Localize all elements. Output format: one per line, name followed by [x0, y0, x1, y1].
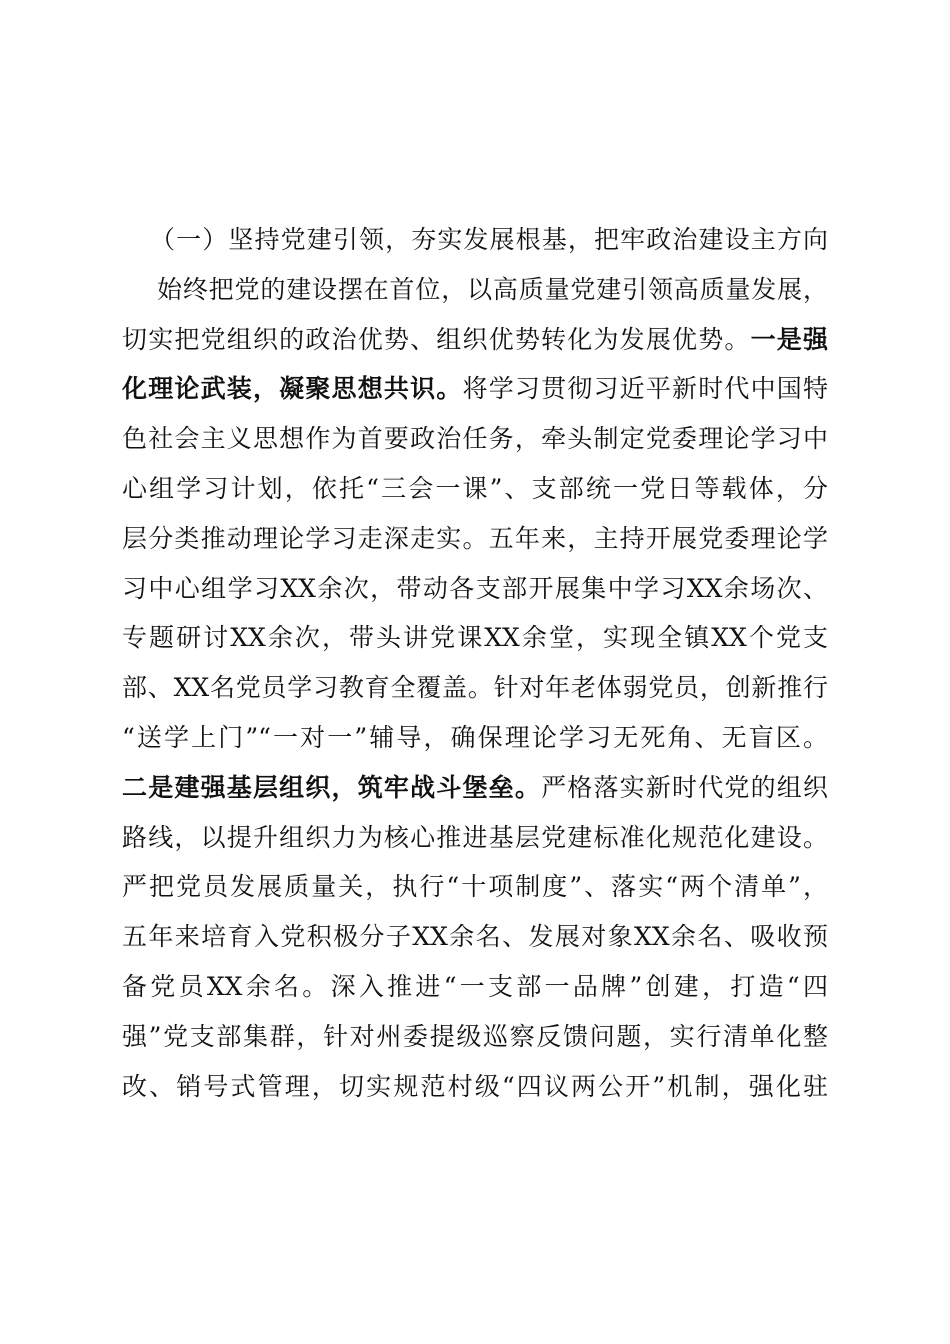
section-heading: （一）坚持党建引领，夯实发展根基，把牢政治建设主方向: [150, 225, 828, 254]
body-text: 部、XX名党员学习教育全覆盖。针对年老体弱党员，创新推行: [122, 673, 828, 703]
paragraph-line: [122, 771, 828, 821]
paragraph-line: [122, 1070, 828, 1120]
body-text: 层分类推动理论学习走深走实。五年来，主持开展党委理论学: [122, 523, 828, 553]
body-text: “送学上门”“一对一”辅导，确保理论学习无死角、无盲区。: [122, 722, 828, 752]
paragraph-line: [122, 522, 828, 572]
paragraph-line: [122, 422, 828, 472]
body-text: 严格落实新时代党的组织: [541, 772, 828, 802]
paragraph-line: [122, 273, 828, 323]
paragraph-line: [122, 472, 828, 522]
body-text: 严把党员发展质量关，执行“十项制度”、落实“两个清单”，: [122, 872, 828, 902]
body-text: 始终把党的建设摆在首位，以高质量党建引领高质量发展，: [157, 274, 828, 304]
bold-lead-text: 一是强: [750, 324, 828, 354]
paragraph-line: [122, 671, 828, 721]
body-text: 备党员XX余名。深入推进“一支部一品牌”创建，打造“四: [122, 971, 828, 1001]
paragraph-line: [122, 372, 828, 422]
body-text: 专题研讨XX余次，带头讲党课XX余堂，实现全镇XX个党支: [122, 623, 828, 653]
body-text: 强”党支部集群，针对州委提级巡察反馈问题，实行清单化整: [122, 1021, 828, 1051]
bold-lead-text: 化理论武装，凝聚思想共识。: [122, 374, 463, 404]
paragraph-line: [122, 572, 828, 622]
body-text: 习中心组学习XX余次，带动各支部开展集中学习XX余场次、: [122, 573, 828, 603]
paragraph-line: [122, 323, 828, 373]
body-text: 将学习贯彻习近平新时代中国特: [462, 374, 828, 404]
paragraph-line: [122, 821, 828, 871]
paragraph-line: [122, 621, 828, 671]
body-text: 路线，以提升组织力为核心推进基层党建标准化规范化建设。: [122, 822, 828, 852]
bold-lead-text: 二是建强基层组织，筑牢战斗堡垒。: [122, 772, 542, 802]
paragraph-line: [122, 920, 828, 970]
paragraph-line: [122, 970, 828, 1020]
body-text: 色社会主义思想作为首要政治任务，牵头制定党委理论学习中: [122, 424, 828, 454]
document-body: [122, 223, 828, 1119]
paragraph-line: [122, 1020, 828, 1070]
paragraph-line: [122, 870, 828, 920]
body-text: 心组学习计划，依托“三会一课”、支部统一党日等载体，分: [122, 473, 828, 503]
body-text: 五年来培育入党积极分子XX余名、发展对象XX余名、吸收预: [122, 922, 828, 952]
paragraph-line: [122, 721, 828, 771]
body-text: 切实把党组织的政治优势、组织优势转化为发展优势。: [122, 324, 751, 354]
body-text: 改、销号式管理，切实规范村级“四议两公开”机制，强化驻: [122, 1071, 828, 1101]
